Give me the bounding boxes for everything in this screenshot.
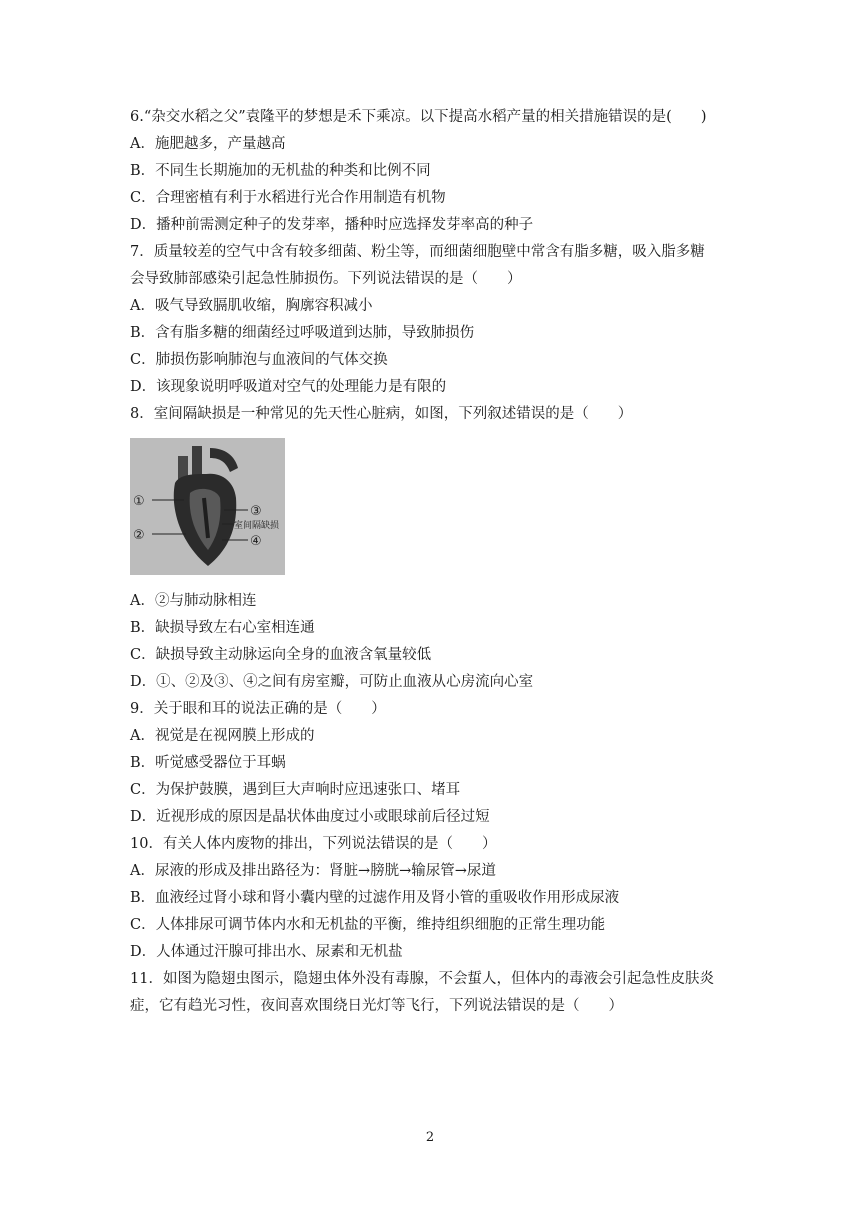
vessel-shape — [192, 446, 202, 478]
heart-diagram — [130, 438, 285, 575]
question-8-option-c: C．缺损导致主动脉运向全身的血液含氧量较低 — [130, 647, 432, 663]
question-6-stem: 6.“杂交水稻之父”袁隆平的梦想是禾下乘凉。以下提高水稻产量的相关措施错误的是( ) — [130, 109, 707, 125]
question-6-option-a: A．施肥越多，产量越高 — [130, 136, 286, 152]
label-1: ① — [133, 494, 145, 509]
question-8-option-d: D．①、②及③、④之间有房室瓣，可防止血液从心房流向心室 — [130, 674, 534, 690]
page-number: 2 — [425, 1130, 435, 1145]
question-7-option-c: C．肺损伤影响肺泡与血液间的气体交换 — [130, 352, 388, 368]
question-7-stem-line-1: 7．质量较差的空气中含有较多细菌、粉尘等，而细菌细胞壁中常含有脂多糖，吸入脂多糖 — [130, 244, 705, 260]
question-8-option-a: A．②与肺动脉相连 — [130, 593, 257, 609]
question-9-option-a: A．视觉是在视网膜上形成的 — [130, 728, 315, 744]
question-11-stem-line-2: 症，它有趋光习性，夜间喜欢围绕日光灯等飞行，下列说法错误的是（ ） — [130, 998, 623, 1014]
septal-defect-label: 室间隔缺损 — [234, 521, 280, 531]
question-7-stem-line-2: 会导致肺部感染引起急性肺损伤。下列说法错误的是（ ） — [130, 271, 522, 287]
question-10-option-d: D．人体通过汗腺可排出水、尿素和无机盐 — [130, 944, 403, 960]
question-7-option-d: D．该现象说明呼吸道对空气的处理能力是有限的 — [130, 379, 447, 395]
question-6-option-c: C．合理密植有利于水稻进行光合作用制造有机物 — [130, 190, 446, 206]
question-9-option-b: B．听觉感受器位于耳蜗 — [130, 755, 286, 771]
question-6-option-b: B．不同生长期施加的无机盐的种类和比例不同 — [130, 163, 431, 179]
question-9-option-c: C．为保护鼓膜，遇到巨大声响时应迅速张口、堵耳 — [130, 782, 461, 798]
question-8-stem: 8．室间隔缺损是一种常见的先天性心脏病，如图，下列叙述错误的是（ ） — [130, 406, 633, 422]
question-10-option-c: C．人体排尿可调节体内水和无机盐的平衡，维持组织细胞的正常生理功能 — [130, 917, 606, 933]
question-6-option-d: D．播种前需测定种子的发芽率，播种时应选择发芽率高的种子 — [130, 217, 534, 233]
question-9-stem: 9．关于眼和耳的说法正确的是（ ） — [130, 701, 386, 717]
question-7-option-a: A．吸气导致膈肌收缩，胸廓容积减小 — [130, 298, 373, 314]
question-10-option-a: A．尿液的形成及排出路径为：肾脏→膀胱→输尿管→尿道 — [130, 863, 496, 879]
label-3: ③ — [250, 504, 262, 519]
label-2: ② — [133, 528, 145, 543]
question-11-stem-line-1: 11．如图为隐翅虫图示，隐翅虫体外没有毒腺，不会蜇人，但体内的毒液会引起急性皮肤炎 — [130, 971, 714, 987]
question-10-stem: 10．有关人体内废物的排出，下列说法错误的是（ ） — [130, 836, 497, 852]
question-10-option-b: B．血液经过肾小球和肾小囊内壁的过滤作用及肾小管的重吸收作用形成尿液 — [130, 890, 620, 906]
question-7-option-b: B．含有脂多糖的细菌经过呼吸道到达肺，导致肺损伤 — [130, 325, 475, 341]
label-4: ④ — [250, 534, 262, 549]
heart-diagram-figure — [130, 438, 285, 575]
question-8-option-b: B．缺损导致左右心室相连通 — [130, 620, 315, 636]
question-9-option-d: D．近视形成的原因是晶状体曲度过小或眼球前后径过短 — [130, 809, 490, 825]
